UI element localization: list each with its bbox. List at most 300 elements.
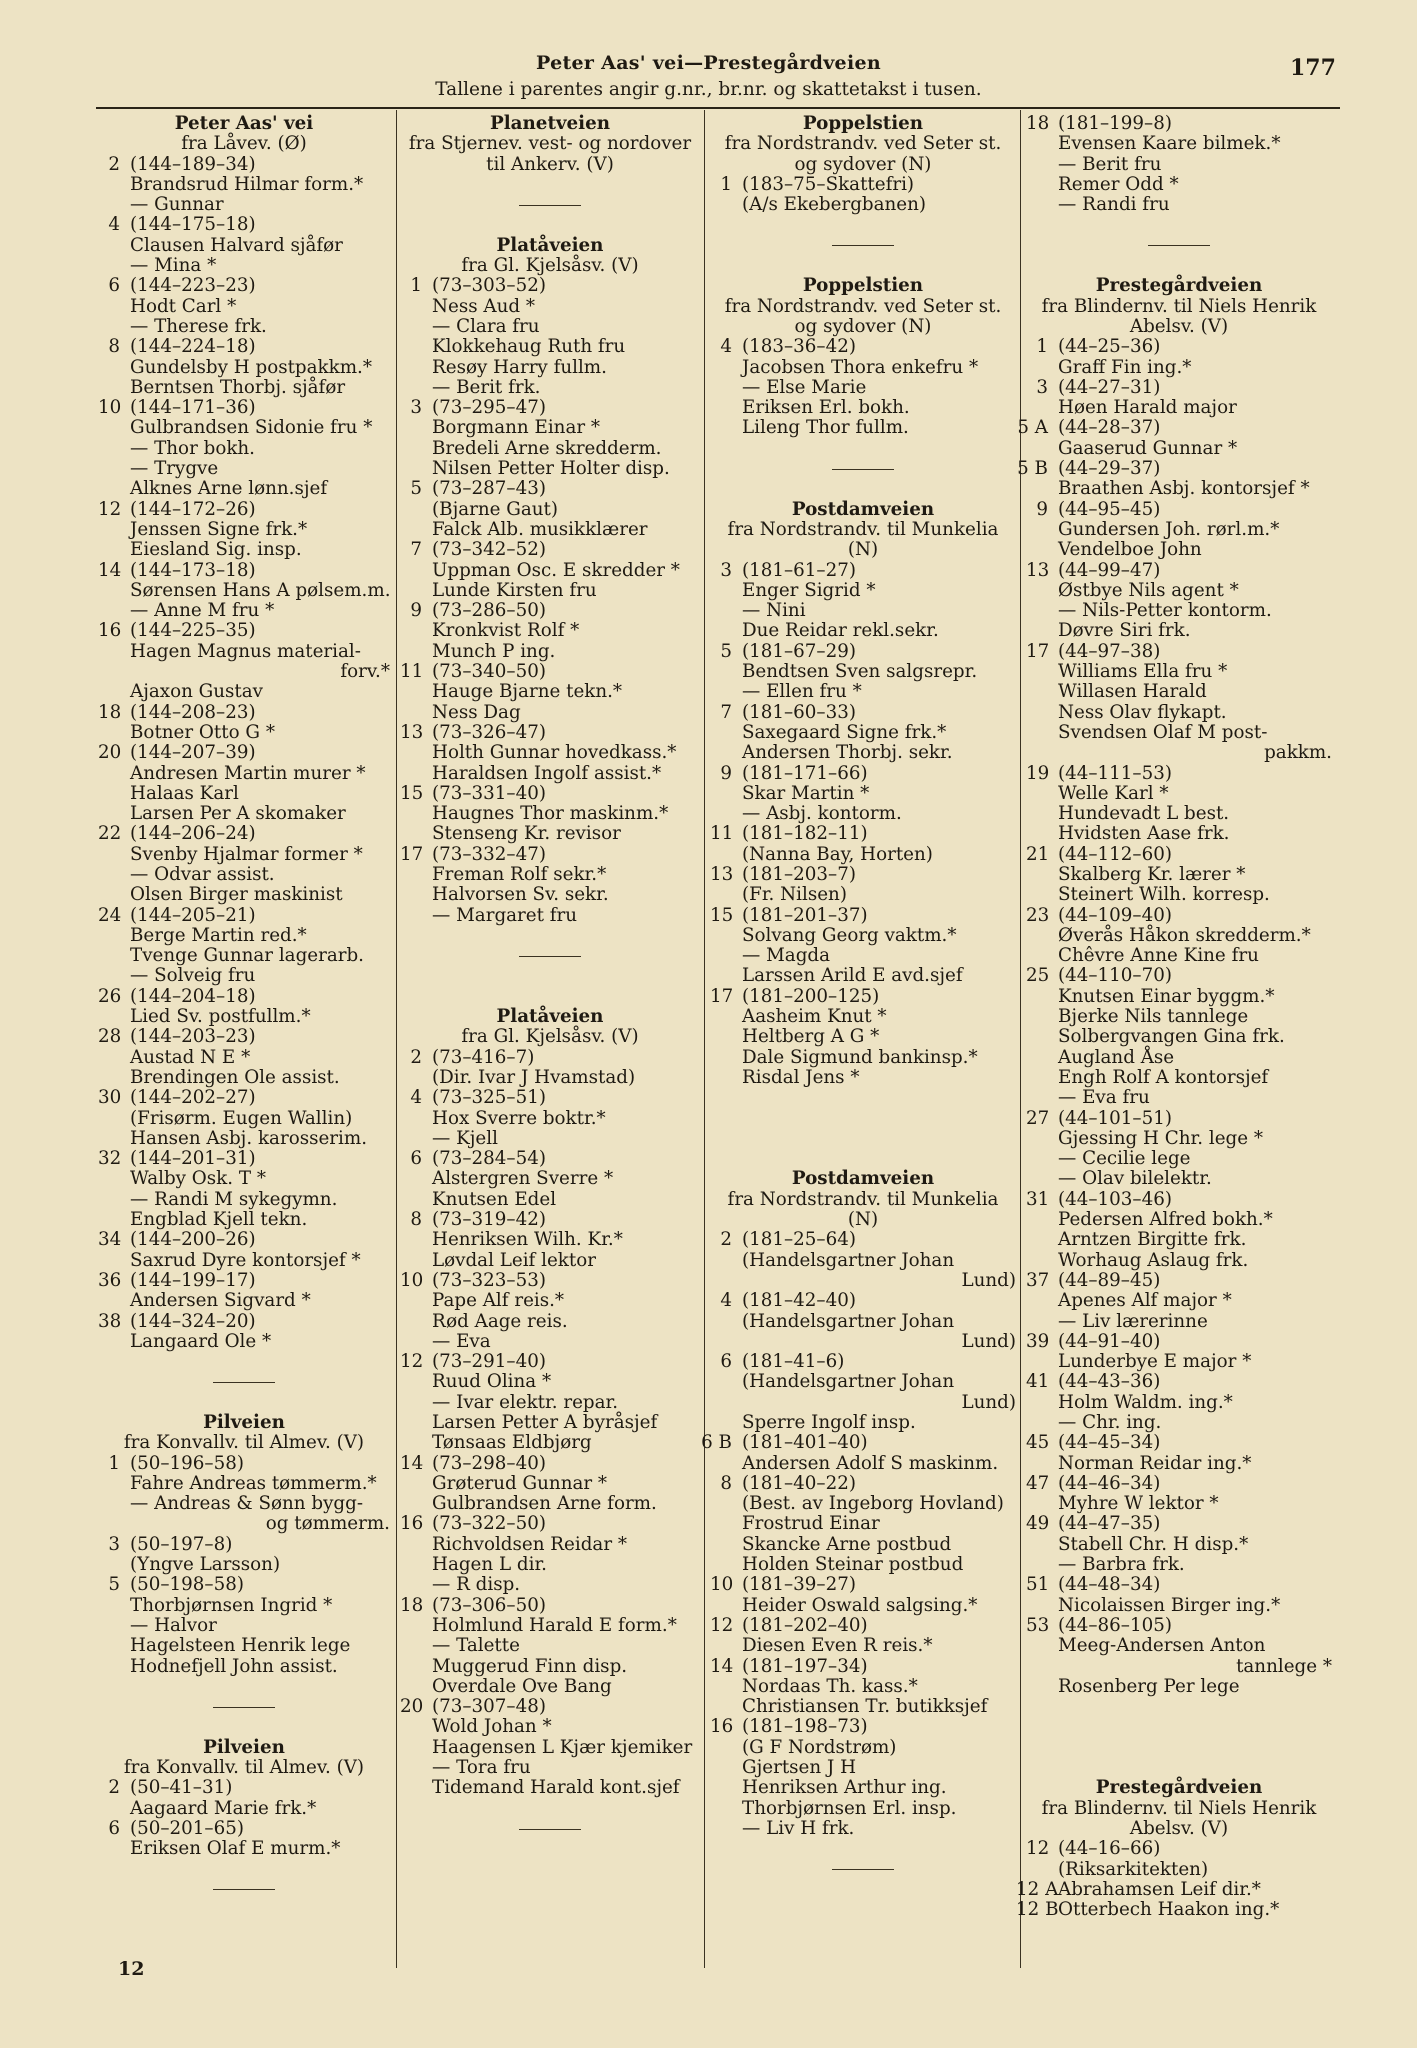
property-line — [400, 723, 700, 743]
property-info: (73–416–7) — [432, 1046, 535, 1068]
resident-name: Alstergren Sverre * — [432, 1168, 614, 1190]
resident-name: — Randi fru — [1058, 194, 1170, 216]
resident-line — [710, 1677, 1016, 1697]
resident-line — [98, 297, 390, 317]
section-separator — [98, 1880, 390, 1900]
property-info: (73–291–40) — [432, 1351, 546, 1373]
section-separator — [400, 1819, 700, 1839]
house-number: 17 — [400, 843, 424, 865]
property-info: (73–284–54) — [432, 1148, 546, 1170]
resident-line — [98, 1291, 390, 1311]
street-description: (N) — [847, 539, 879, 561]
house-number: 17 — [1026, 640, 1050, 662]
separator-rule — [832, 245, 894, 246]
property-info: (44–86–105) — [1058, 1614, 1172, 1636]
resident-line — [400, 642, 700, 662]
resident-name: Hundevadt L best. — [1058, 803, 1230, 825]
property-line — [98, 824, 390, 844]
house-number: 5 B — [1017, 458, 1048, 480]
street-name: Poppelstien — [802, 113, 924, 134]
property-info: (50–196–58) — [130, 1452, 244, 1474]
property-line — [1026, 1514, 1332, 1534]
resident-line — [98, 1048, 390, 1068]
resident-name: Gulbrandsen Sidonie fru * — [130, 417, 373, 439]
resident-name: — Trygve — [130, 458, 219, 480]
resident-line — [98, 946, 390, 966]
property-line — [1016, 1878, 1332, 1900]
street-description: fra Konvallv. til Almev. (V) — [123, 1757, 365, 1779]
property-info: (181–40–22) — [742, 1472, 856, 1494]
resident-name: Due Reidar rekl.sekr. — [742, 620, 939, 642]
resident-line — [98, 540, 390, 560]
blank-line — [400, 926, 700, 946]
house-number: 11 — [400, 661, 424, 683]
resident-line — [710, 804, 1016, 824]
blank-line — [710, 215, 1016, 235]
resident-line — [1026, 1860, 1332, 1880]
resident-name: Enger Sigrid * — [742, 579, 876, 601]
property-info: (144–172–26) — [130, 498, 256, 520]
resident-line — [400, 500, 700, 520]
page-title: Peter Aas' vei—Prestegårdveien — [536, 52, 881, 74]
property-info: (44–16–66) — [1058, 1838, 1161, 1860]
resident-name: — Eva — [432, 1330, 491, 1352]
resident-line — [400, 337, 700, 357]
resident-name: Andersen Sigvard * — [130, 1290, 311, 1312]
property-line — [400, 398, 700, 418]
entry-continuation: Lund) — [961, 1269, 1016, 1291]
resident-name: Thorbjørnsen Ingrid * — [130, 1594, 333, 1616]
property-info: (50–198–58) — [130, 1574, 244, 1596]
property-line — [1026, 114, 1332, 134]
property-line — [98, 561, 390, 581]
resident-line — [1026, 621, 1332, 641]
property-line — [400, 276, 700, 296]
property-line — [1026, 642, 1332, 662]
resident-name: Myhre W lektor * — [1058, 1493, 1219, 1515]
resident-name: Lunde Kirsten fru — [432, 579, 597, 601]
house-number: 7 — [720, 701, 732, 723]
resident-line — [400, 378, 700, 398]
resident-name: (A/s Ekebergbanen) — [742, 194, 926, 216]
resident-name: Munch P ing. — [432, 640, 556, 662]
resident-line — [710, 926, 1016, 946]
resident-line — [98, 723, 390, 743]
property-line — [1026, 845, 1332, 865]
resident-line — [98, 1474, 390, 1494]
property-line — [400, 1088, 700, 1108]
resident-line — [1026, 1596, 1332, 1616]
resident-name: Overdale Ove Bang — [432, 1675, 612, 1697]
property-info: (73–323–53) — [432, 1269, 546, 1291]
resident-line — [98, 175, 390, 195]
property-info: (44–97–38) — [1058, 640, 1161, 662]
resident-line — [710, 1372, 1016, 1392]
street-description: fra Konvallv. til Almev. (V) — [123, 1432, 365, 1454]
resident-line — [710, 1494, 1016, 1514]
property-line — [1026, 1190, 1332, 1210]
property-line — [710, 1616, 1016, 1636]
resident-name: Worhaug Aslaug frk. — [1058, 1249, 1249, 1271]
property-info: (44–95–45) — [1058, 498, 1161, 520]
resident-line — [400, 1433, 700, 1453]
house-number: 15 — [710, 904, 734, 926]
section-separator — [98, 1697, 390, 1717]
resident-line — [710, 966, 1016, 986]
resident-name: — Asbj. kontorm. — [742, 803, 902, 825]
resident-line — [1026, 1291, 1332, 1311]
directory-column-3 — [701, 113, 1016, 1974]
blank-line — [710, 1109, 1016, 1129]
property-line — [1026, 1271, 1332, 1291]
resident-name: Heider Oswald salgsing.* — [742, 1594, 978, 1616]
property-line — [98, 215, 390, 235]
separator-rule — [519, 956, 581, 957]
house-number: 16 — [98, 620, 122, 642]
resident-name: Gjessing H Chr. lege * — [1058, 1127, 1263, 1149]
house-number: 16 — [400, 1513, 424, 1535]
property-line — [400, 784, 700, 804]
resident-line — [98, 1109, 390, 1129]
property-line — [710, 824, 1016, 844]
resident-line — [1026, 1251, 1332, 1271]
property-line — [1026, 1839, 1332, 1859]
resident-name: Hagen L dir. — [432, 1554, 547, 1576]
house-number: 5 A — [1017, 417, 1048, 439]
house-number: 12 — [1026, 1838, 1050, 1860]
resident-line — [1026, 358, 1332, 378]
property-line — [1017, 417, 1332, 439]
house-number: 21 — [1026, 843, 1050, 865]
resident-name: Nordaas Th. kass.* — [742, 1675, 918, 1697]
resident-name: Rød Aage reis. — [432, 1310, 568, 1332]
resident-line — [710, 1778, 1016, 1798]
resident-name: Larssen Arild E avd.sjef — [742, 965, 963, 987]
resident-line — [1026, 784, 1332, 804]
resident-name: — Barbra frk. — [1058, 1554, 1185, 1576]
resident-name: Ness Olav flykapt. — [1058, 701, 1227, 723]
resident-line — [400, 703, 700, 723]
property-line — [98, 1575, 390, 1595]
resident-name: Engblad Kjell tekn. — [130, 1209, 308, 1231]
resident-line — [1026, 520, 1332, 540]
property-info: (181–171–66) — [742, 762, 868, 784]
resident-name: Eriksen Erl. bokh. — [742, 397, 910, 419]
property-info: (181–182–11) — [742, 823, 868, 845]
property-info: (183–75–Skattefri) — [742, 173, 915, 195]
resident-name: Bjerke Nils tannlege — [1058, 1006, 1249, 1028]
resident-name: Richvoldsen Reidar * — [432, 1533, 628, 1555]
resident-line — [98, 418, 390, 438]
blank-line — [98, 1677, 390, 1697]
property-info: (73–342–52) — [432, 539, 546, 561]
house-number: 53 — [1026, 1614, 1050, 1636]
resident-line — [400, 1575, 700, 1595]
street-name: Planetveien — [489, 113, 611, 134]
resident-line — [98, 439, 390, 459]
resident-line — [400, 1636, 700, 1656]
property-line — [1026, 1575, 1332, 1595]
resident-name: Gundersen Joh. rørl.m.* — [1058, 518, 1280, 540]
house-number: 3 — [720, 559, 732, 581]
property-line — [98, 155, 390, 175]
resident-name: Svendsen Olaf M post- — [1058, 721, 1268, 743]
house-number: 9 — [720, 762, 732, 784]
property-info: (44–46–34) — [1058, 1472, 1161, 1494]
resident-name: Aagaard Marie frk.* — [130, 1797, 317, 1819]
resident-name: Andersen Adolf S maskinm. — [742, 1452, 999, 1474]
resident-line — [710, 1596, 1016, 1616]
resident-line — [1026, 682, 1332, 702]
property-info: (144–200–26) — [130, 1229, 256, 1251]
resident-name: — Kjell — [432, 1127, 498, 1149]
resident-name: (Handelsgartner Johan — [742, 1310, 955, 1332]
resident-name: Arntzen Birgitte frk. — [1058, 1229, 1247, 1251]
property-info: (50–201–65) — [130, 1817, 244, 1839]
resident-line — [98, 1169, 390, 1189]
resident-line — [98, 865, 390, 885]
property-line — [710, 987, 1016, 1007]
resident-line — [400, 1494, 700, 1514]
house-number: 25 — [1026, 965, 1050, 987]
resident-name: Berge Martin red.* — [130, 924, 307, 946]
resident-line — [400, 1717, 700, 1737]
house-number: 18 — [400, 1594, 424, 1616]
house-number: 2 — [108, 1777, 120, 1799]
house-number: 12 — [710, 1614, 734, 1636]
property-info: (44–110–70) — [1058, 965, 1172, 987]
separator-rule — [213, 1382, 275, 1383]
resident-name: Diesen Even R reis.* — [742, 1635, 933, 1657]
resident-name: Solvang Georg vaktm.* — [742, 924, 957, 946]
section-separator — [710, 459, 1016, 479]
house-number: 34 — [98, 1229, 122, 1251]
house-number: 4 — [410, 1087, 422, 1109]
resident-line — [1026, 703, 1332, 723]
resident-line — [1026, 1352, 1332, 1372]
resident-line — [400, 1190, 700, 1210]
house-number: 38 — [98, 1310, 122, 1332]
house-number: 20 — [400, 1696, 424, 1718]
house-number: 11 — [710, 823, 734, 845]
property-line — [1026, 1332, 1332, 1352]
resident-name: Stabell Chr. H disp.* — [1058, 1533, 1249, 1555]
resident-name: Henriksen Wilh. Kr.* — [432, 1229, 623, 1251]
property-info: (44–47–35) — [1058, 1513, 1161, 1535]
resident-name: Øverås Håkon skredderm.* — [1058, 924, 1311, 946]
blank-line — [400, 987, 700, 1007]
resident-name: Gulbrandsen Arne form. — [432, 1493, 657, 1515]
resident-line — [1026, 865, 1332, 885]
property-info: (44–109–40) — [1058, 904, 1172, 926]
directory-column-4 — [1016, 113, 1332, 1974]
resident-line — [98, 520, 390, 540]
house-number: 6 — [720, 1351, 732, 1373]
house-number: 4 — [720, 336, 732, 358]
entry-continuation: Lund) — [961, 1391, 1016, 1413]
resident-line — [1026, 1555, 1332, 1575]
resident-name: Holm Waldm. ing.* — [1058, 1391, 1233, 1413]
resident-name: — Nils-Petter kontorm. — [1058, 600, 1272, 622]
resident-line — [1026, 155, 1332, 175]
blank-line — [1026, 1697, 1332, 1717]
house-number: 15 — [400, 782, 424, 804]
street-description: Abelsv. (V) — [1129, 1817, 1229, 1839]
separator-rule — [519, 1829, 581, 1830]
resident-name: Clausen Halvard sjåfør — [130, 234, 343, 256]
house-number: 39 — [1026, 1330, 1050, 1352]
resident-line — [710, 601, 1016, 621]
resident-line — [98, 459, 390, 479]
property-line — [710, 1474, 1016, 1494]
resident-name: (Fr. Nilsen) — [742, 884, 847, 906]
resident-name: Thorbjørnsen Erl. insp. — [742, 1797, 957, 1819]
house-number: 8 — [410, 1209, 422, 1231]
resident-line — [400, 906, 700, 926]
property-info: (73–295–47) — [432, 397, 546, 419]
resident-name: — Odvar assist. — [130, 863, 275, 885]
resident-line — [98, 1494, 390, 1514]
resident-name: (Nanna Bay, Horten) — [742, 843, 933, 865]
property-line — [710, 1352, 1016, 1372]
section-separator — [710, 1860, 1016, 1880]
property-line — [710, 865, 1016, 885]
street-name: Postdamveien — [791, 498, 935, 520]
property-info: (44–89–45) — [1058, 1269, 1161, 1291]
resident-line — [1026, 479, 1332, 499]
resident-line — [710, 1799, 1016, 1819]
resident-name: (Dir. Ivar J Hvamstad) — [432, 1066, 636, 1088]
resident-name: Sørensen Hans A pølsem.m. — [130, 579, 391, 601]
property-line — [710, 906, 1016, 926]
resident-line — [98, 926, 390, 946]
resident-name: Larsen Per A skomaker — [130, 803, 346, 825]
resident-name: Lied Sv. postfullm.* — [130, 1006, 311, 1028]
street-description: fra Nordstrandv. til Munkelia — [727, 1188, 999, 1210]
resident-name: Evensen Kaare bilmek.* — [1058, 133, 1281, 155]
house-number: 6 B — [701, 1432, 732, 1454]
property-info: (181–25–64) — [742, 1229, 856, 1251]
house-number: 12 B — [1016, 1899, 1059, 1921]
property-line — [1026, 1372, 1332, 1392]
house-number: 12 — [400, 1351, 424, 1373]
property-info: (50–41–31) — [130, 1777, 233, 1799]
street-description: fra Nordstrandv. til Munkelia — [727, 518, 999, 540]
resident-line — [710, 358, 1016, 378]
property-info: (144–175–18) — [130, 214, 256, 236]
resident-line — [400, 561, 700, 581]
property-line — [98, 1027, 390, 1047]
resident-name: Heltberg A G * — [742, 1026, 880, 1048]
property-info: (73–306–50) — [432, 1594, 546, 1616]
resident-name: Skar Martin * — [742, 782, 870, 804]
property-info: (144–202–27) — [130, 1087, 256, 1109]
resident-name: Hagen Magnus material- — [130, 640, 361, 662]
resident-name: (Yngve Larsson) — [130, 1554, 281, 1576]
resident-line — [400, 682, 700, 702]
resident-line — [98, 1839, 390, 1859]
blank-line — [400, 966, 700, 986]
property-line — [400, 1697, 700, 1717]
resident-name: Hauge Bjarne tekn.* — [432, 681, 623, 703]
resident-name: — Mina * — [130, 255, 217, 277]
street-description: fra Blindernv. til Niels Henrik — [1041, 1797, 1317, 1819]
resident-name: Ruud Olina * — [432, 1371, 552, 1393]
property-line — [710, 1230, 1016, 1250]
blank-line — [400, 1799, 700, 1819]
resident-name: Løvdal Leif lektor — [432, 1249, 596, 1271]
resident-name: — Liv H frk. — [742, 1817, 855, 1839]
property-info: (181–203–7) — [742, 863, 856, 885]
resident-name: Fahre Andreas tømmerm.* — [130, 1472, 377, 1494]
house-number: 36 — [98, 1269, 122, 1291]
resident-line — [1026, 1230, 1332, 1250]
property-line — [98, 337, 390, 357]
resident-name: Hox Sverre boktr.* — [432, 1107, 606, 1129]
property-info: (50–197–8) — [130, 1533, 233, 1555]
property-info: (73–319–42) — [432, 1209, 546, 1231]
section-separator — [400, 195, 700, 215]
street-description: fra Nordstrandv. ved Seter st. — [724, 295, 1002, 317]
resident-line — [400, 418, 700, 438]
resident-line — [710, 1413, 1016, 1433]
resident-name: Gaaserud Gunnar * — [1058, 437, 1238, 459]
column-divider — [1020, 110, 1021, 1968]
resident-name: Meeg-Andersen Anton — [1058, 1635, 1266, 1657]
property-info: (44–45–34) — [1058, 1432, 1161, 1454]
property-info: (144–206–24) — [130, 823, 256, 845]
blank-line — [98, 1393, 390, 1413]
property-line — [1026, 1616, 1332, 1636]
resident-line — [98, 479, 390, 499]
resident-line — [400, 1068, 700, 1088]
property-info: (144–199–17) — [130, 1269, 256, 1291]
page-number: 177 — [1290, 55, 1336, 81]
property-line — [710, 1291, 1016, 1311]
separator-rule — [213, 1707, 275, 1708]
resident-name: Tidemand Harald kont.sjef — [432, 1777, 680, 1799]
resident-name: — Anne M fru * — [130, 600, 275, 622]
resident-name: Bendtsen Sven salgsrepr. — [742, 661, 978, 683]
property-line — [1026, 337, 1332, 357]
property-line — [400, 1149, 700, 1169]
resident-line — [400, 297, 700, 317]
resident-name: Ness Dag — [432, 701, 521, 723]
resident-line — [710, 1738, 1016, 1758]
resident-line — [710, 1027, 1016, 1047]
property-line — [710, 764, 1016, 784]
directory-column-2 — [400, 114, 700, 1974]
property-line — [400, 1596, 700, 1616]
property-line — [98, 1149, 390, 1169]
house-number: 28 — [98, 1026, 122, 1048]
blank-line — [1026, 1758, 1332, 1778]
resident-name: (Handelsgartner Johan — [742, 1371, 955, 1393]
resident-name: Stenseng Kr. revisor — [432, 823, 621, 845]
house-number: 4 — [108, 214, 120, 236]
resident-name: Remer Odd * — [1058, 173, 1179, 195]
property-info: (181–41–6) — [742, 1351, 845, 1373]
resident-name: Berntsen Thorbj. sjåfør — [130, 376, 346, 398]
section-separator — [710, 236, 1016, 256]
resident-line — [400, 621, 700, 641]
property-info: (73–322–50) — [432, 1513, 546, 1535]
property-info: (144–173–18) — [130, 559, 256, 581]
resident-line — [710, 1312, 1016, 1332]
resident-line — [400, 804, 700, 824]
resident-line — [400, 1555, 700, 1575]
resident-line — [710, 1636, 1016, 1656]
